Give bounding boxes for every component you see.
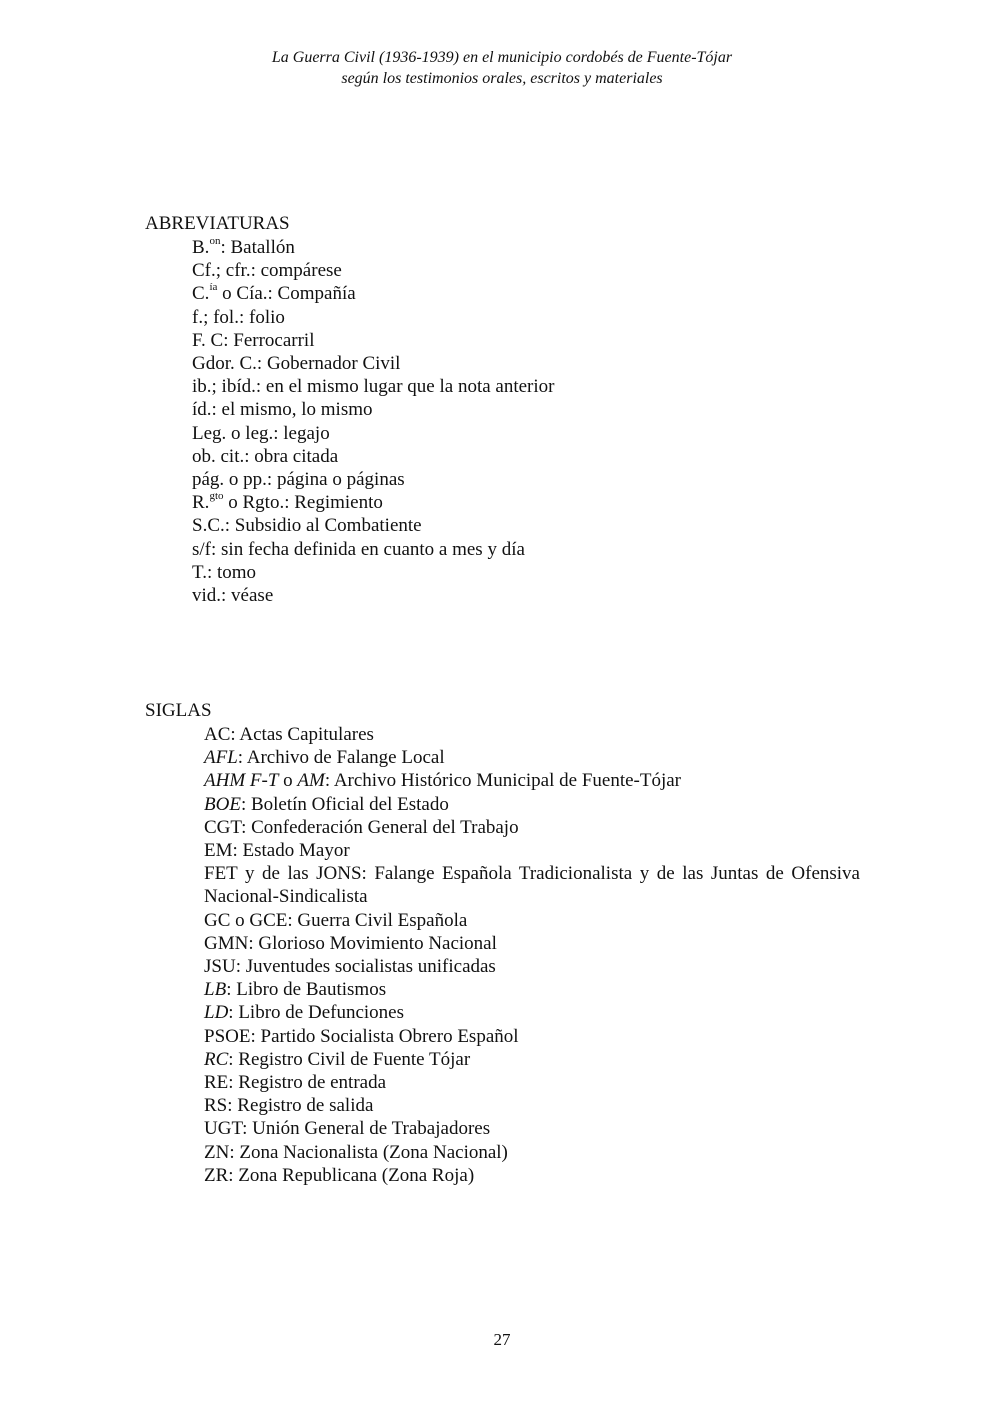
list-item: Gdor. C.: Gobernador Civil bbox=[192, 353, 401, 375]
item-acronym: AC bbox=[204, 724, 231, 745]
list-item bbox=[204, 793, 860, 816]
list-item bbox=[204, 746, 860, 769]
item-acronym: JSU bbox=[204, 956, 236, 978]
list-item: S.C.: Subsidio al Combatiente bbox=[192, 515, 422, 537]
item-acronym: BOE bbox=[204, 793, 241, 815]
header-line-1: La Guerra Civil (1936-1939) en el municipio cordobés de Fuente-Tójar bbox=[271, 49, 733, 66]
item-meaning: o Cía.: Compañía bbox=[217, 283, 356, 305]
siglas-list bbox=[204, 723, 860, 1187]
item-acronym: FET y de las JONS bbox=[204, 863, 362, 885]
list-item bbox=[204, 932, 860, 955]
list-item bbox=[204, 1141, 860, 1164]
list-item bbox=[204, 862, 860, 908]
list-item bbox=[204, 1094, 860, 1117]
item-meaning: : Estado Mayor bbox=[232, 840, 350, 862]
item-acronym: EM bbox=[204, 840, 233, 862]
item-meaning: : Zona Republicana (Zona Roja) bbox=[228, 1164, 475, 1186]
list-item bbox=[204, 1001, 860, 1024]
item-meaning: : Registro de salida bbox=[227, 1095, 374, 1117]
item-superscript: on bbox=[209, 234, 221, 247]
item-meaning: : Boletín Oficial del Estado bbox=[240, 793, 449, 815]
list-item bbox=[204, 1117, 860, 1140]
item-meaning: : Confederación General del Trabajo bbox=[241, 816, 519, 838]
item-abbr: B. bbox=[192, 237, 210, 258]
running-header bbox=[0, 47, 1004, 89]
item-meaning: : Zona Nacionalista (Zona Nacional) bbox=[229, 1141, 508, 1163]
item-abbr: R. bbox=[192, 492, 210, 514]
list-item bbox=[204, 1025, 860, 1048]
list-item bbox=[204, 955, 860, 978]
item-meaning: : Unión General de Trabajadores bbox=[242, 1118, 491, 1140]
item-meaning: : Batallón bbox=[220, 237, 295, 258]
item-acronym: GMN bbox=[204, 932, 249, 954]
item-meaning: : Registro Civil de Fuente Tójar bbox=[228, 1048, 471, 1070]
list-item: Leg. o leg.: legajo bbox=[192, 422, 330, 444]
item-meaning: : Falange Española Tradicionalista y de las Juntas de Ofensiva Nacional-Sindicalista bbox=[204, 863, 860, 908]
list-item: T.: tomo bbox=[192, 561, 257, 583]
list-item bbox=[204, 1164, 860, 1187]
item-acronym: AHM F-T bbox=[204, 770, 279, 792]
item-acronym: AFL bbox=[204, 747, 238, 769]
list-item: ob. cit.: obra citada bbox=[192, 445, 339, 467]
list-item: f.; fol.: folio bbox=[192, 306, 285, 328]
item-meaning: : Libro de Defunciones bbox=[228, 1002, 404, 1024]
item-acronym: LB bbox=[204, 979, 227, 1001]
page-number: 27 bbox=[493, 1330, 511, 1349]
list-item: Cf.; cfr.: compárese bbox=[192, 260, 342, 282]
siglas-title: SIGLAS bbox=[145, 700, 212, 721]
list-item bbox=[192, 236, 555, 259]
item-meaning: : Actas Capitulares bbox=[230, 724, 374, 745]
item-meaning: : Registro de entrada bbox=[228, 1072, 387, 1094]
item-meaning: : Libro de Bautismos bbox=[226, 979, 387, 1001]
item-meaning: : Guerra Civil Española bbox=[287, 909, 468, 931]
item-abbr: C. bbox=[192, 283, 210, 305]
item-connector: o bbox=[278, 770, 298, 792]
item-meaning: : Partido Socialista Obrero Español bbox=[250, 1025, 519, 1047]
item-meaning: : Juventudes socialistas unificadas bbox=[235, 956, 496, 978]
item-acronym: RS bbox=[204, 1095, 228, 1117]
list-item bbox=[204, 1071, 860, 1094]
list-item: F. C: Ferrocarril bbox=[192, 329, 315, 351]
item-acronym: RE bbox=[204, 1072, 229, 1094]
list-item bbox=[204, 769, 860, 792]
item-acronym: LD bbox=[204, 1002, 229, 1024]
item-acronym: ZN bbox=[204, 1141, 230, 1163]
list-item bbox=[204, 978, 860, 1001]
item-superscript: ía bbox=[209, 281, 218, 294]
item-acronym: ZR bbox=[204, 1164, 229, 1186]
item-acronym: PSOE bbox=[204, 1025, 251, 1047]
list-item bbox=[192, 282, 555, 305]
list-item bbox=[204, 723, 860, 746]
list-item: íd.: el mismo, lo mismo bbox=[192, 399, 373, 421]
item-meaning: o Rgto.: Regimiento bbox=[223, 492, 383, 514]
list-item bbox=[204, 909, 860, 932]
item-acronym: GC o GCE bbox=[204, 909, 288, 931]
list-item: ib.; ibíd.: en el mismo lugar que la nota anterior bbox=[192, 376, 555, 398]
item-meaning: : Glorioso Movimiento Nacional bbox=[248, 932, 497, 954]
list-item: s/f: sin fecha definida en cuanto a mes y día bbox=[192, 538, 525, 560]
abreviaturas-list bbox=[192, 236, 555, 607]
header-line-2: según los testimonios orales, escritos y materiales bbox=[341, 70, 663, 87]
item-meaning: : Archivo Histórico Municipal de Fuente-Tójar bbox=[324, 770, 682, 792]
item-acronym: UGT bbox=[204, 1118, 243, 1140]
list-item bbox=[204, 839, 860, 862]
item-meaning: : Archivo de Falange Local bbox=[237, 747, 445, 769]
abreviaturas-title: ABREVIATURAS bbox=[145, 213, 290, 234]
item-acronym: CGT bbox=[204, 816, 242, 838]
list-item: pág. o pp.: página o páginas bbox=[192, 469, 405, 491]
list-item: vid.: véase bbox=[192, 585, 274, 607]
item-acronym: RC bbox=[204, 1048, 229, 1070]
list-item bbox=[192, 491, 555, 514]
list-item bbox=[204, 1048, 860, 1071]
item-acronym-alt: AM bbox=[297, 770, 325, 792]
list-item bbox=[204, 816, 860, 839]
item-superscript: gto bbox=[209, 489, 224, 502]
